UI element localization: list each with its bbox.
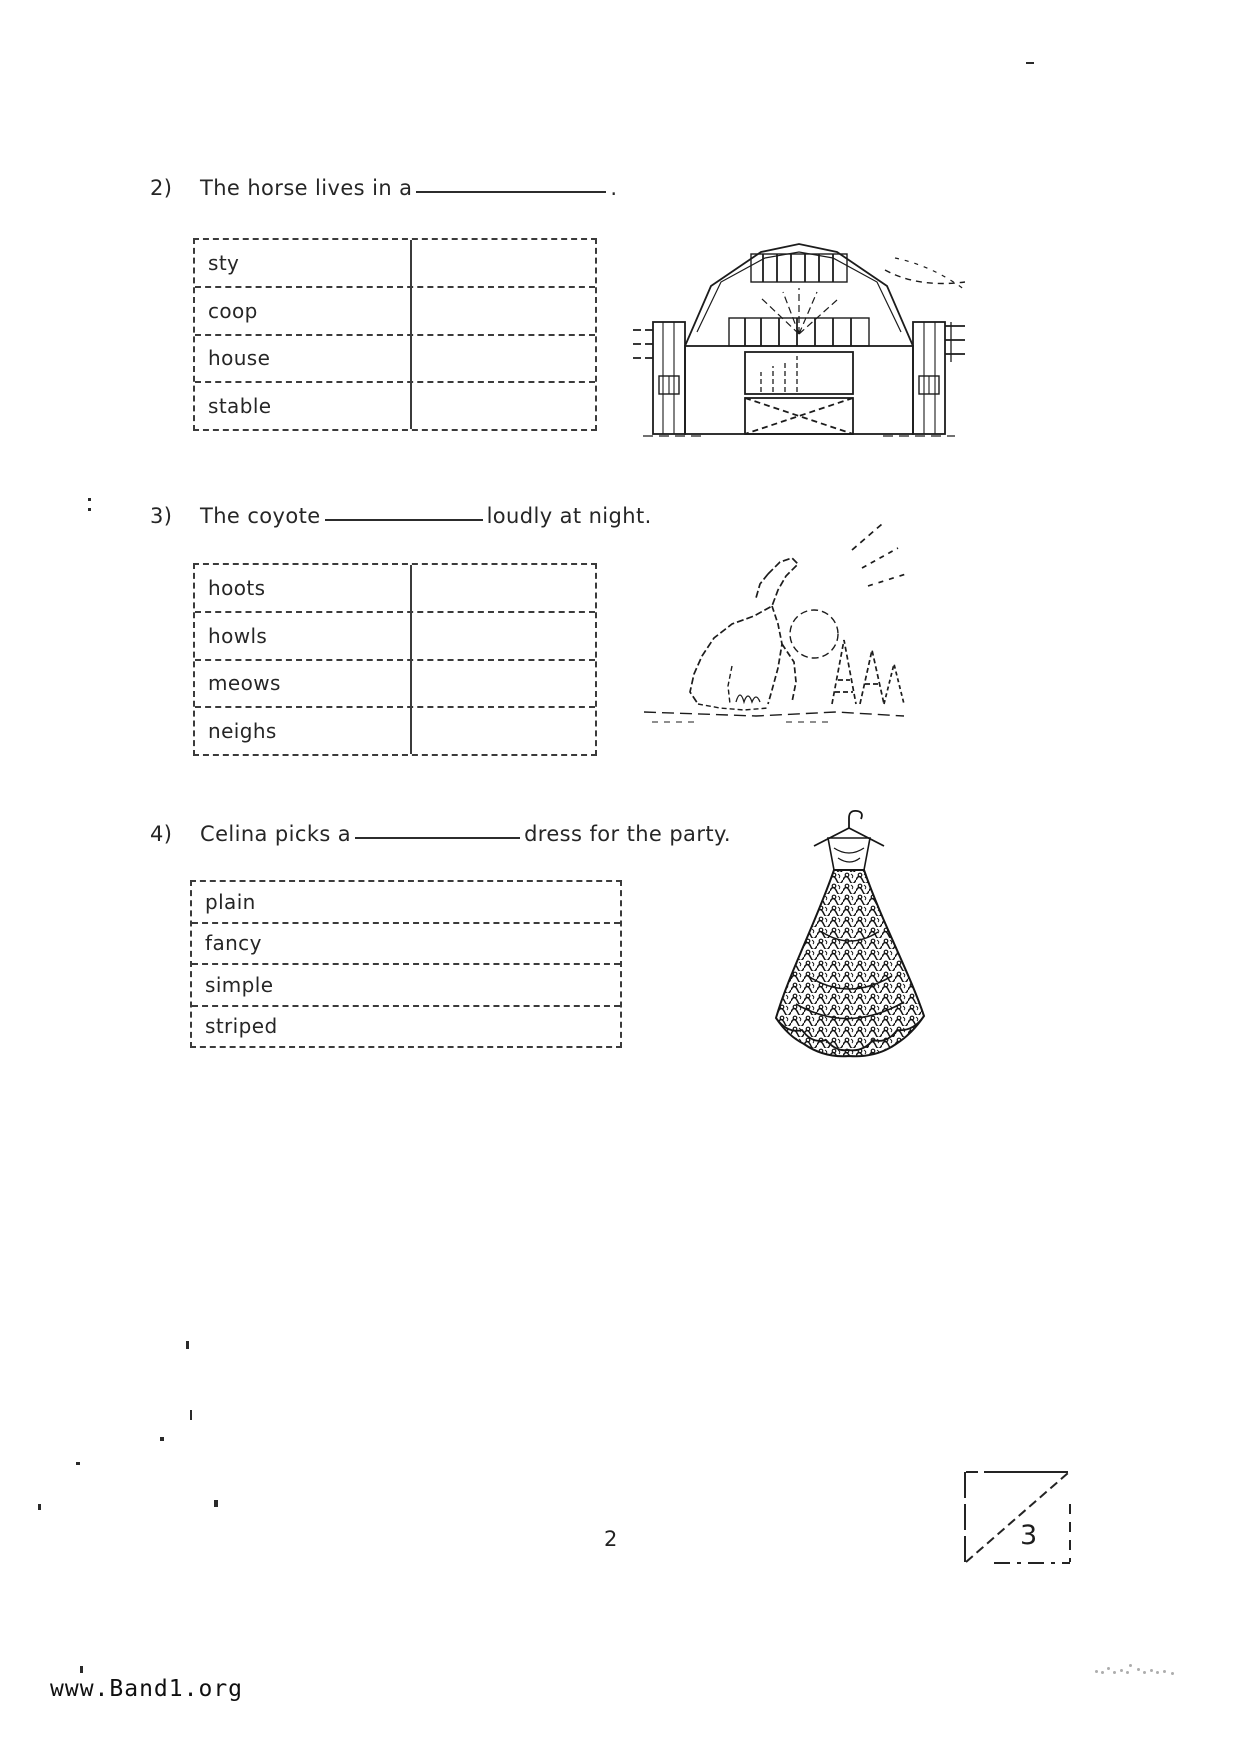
option-row — [192, 1005, 620, 1047]
option-row — [195, 381, 595, 429]
question-number: 4) — [150, 822, 173, 846]
site-watermark: www.Band1.org — [50, 1676, 244, 1702]
faded-print-fragment — [1093, 1664, 1193, 1674]
question-text-before: The horse lives in a — [200, 176, 413, 200]
scan-speck — [88, 508, 91, 511]
option-word: simple — [205, 972, 274, 997]
question-4-sentence — [150, 822, 731, 846]
question-4-options-table — [190, 880, 622, 1048]
option-answer-cell — [410, 288, 595, 334]
question-2-options-table — [193, 238, 597, 431]
option-word: fancy — [205, 931, 262, 956]
option-row — [195, 659, 595, 707]
scan-speck — [80, 1666, 83, 1673]
question-2-sentence — [150, 176, 617, 200]
option-row — [195, 706, 595, 754]
answer-blank — [355, 833, 520, 839]
question-text-after: . — [610, 176, 618, 200]
scan-speck — [160, 1437, 164, 1441]
scan-speck — [186, 1341, 189, 1349]
question-3-sentence — [150, 504, 652, 528]
question-text-after: loudly at night. — [486, 504, 652, 528]
option-row — [192, 963, 620, 1005]
answer-blank — [416, 187, 606, 193]
option-answer-cell — [410, 661, 595, 707]
option-word: meows — [208, 671, 281, 696]
option-word: howls — [208, 623, 268, 648]
dress-illustration — [752, 806, 948, 1070]
answer-blank — [325, 515, 483, 521]
option-answer-cell — [410, 708, 595, 754]
question-3-options-table — [193, 563, 597, 756]
option-answer-cell — [410, 240, 595, 286]
option-word: stable — [208, 394, 272, 419]
option-answer-cell — [410, 613, 595, 659]
question-text-before: Celina picks a — [200, 822, 352, 846]
option-row — [192, 882, 620, 922]
scan-speck — [1026, 62, 1034, 64]
option-word: coop — [208, 298, 258, 323]
score-value: 3 — [1020, 1520, 1038, 1551]
page-number: 2 — [604, 1527, 618, 1551]
scan-speck — [88, 498, 91, 501]
option-row — [192, 922, 620, 964]
scan-speck — [214, 1500, 218, 1507]
option-word: neighs — [208, 719, 277, 744]
coyote-illustration — [636, 512, 912, 724]
option-answer-cell — [410, 565, 595, 611]
option-answer-cell — [410, 336, 595, 382]
option-word: sty — [208, 250, 240, 275]
option-row — [195, 286, 595, 334]
question-text-after: dress for the party. — [524, 822, 731, 846]
option-word: plain — [205, 889, 256, 914]
option-row — [195, 240, 595, 286]
question-number: 3) — [150, 504, 173, 528]
option-word: striped — [205, 1014, 278, 1039]
option-word: house — [208, 346, 271, 371]
option-row — [195, 334, 595, 382]
scan-speck — [76, 1462, 80, 1465]
scan-speck — [38, 1504, 41, 1510]
option-word: hoots — [208, 575, 266, 600]
barn-illustration — [633, 226, 965, 440]
question-text-before: The coyote — [200, 504, 321, 528]
score-box — [960, 1468, 1076, 1568]
option-row — [195, 611, 595, 659]
question-number: 2) — [150, 176, 173, 200]
scan-speck — [190, 1410, 192, 1420]
option-answer-cell — [410, 383, 595, 429]
option-row — [195, 565, 595, 611]
